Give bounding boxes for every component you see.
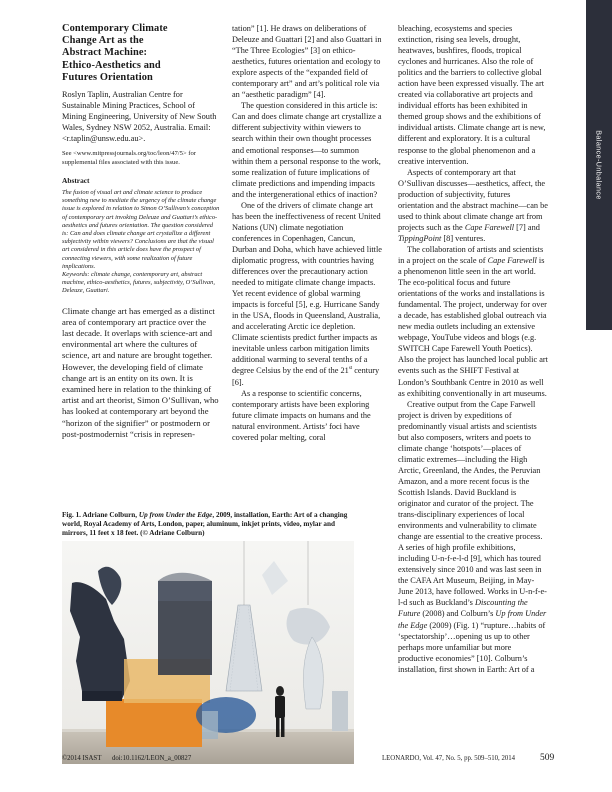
page-number: 509 [540, 753, 555, 763]
visitor-figure [276, 686, 284, 696]
footer-journal: LEONARDO, Vol. 47, No. 5, pp. 509–510, 2014 [382, 755, 516, 762]
column-1 [62, 23, 220, 440]
title-line: Futures Orientation [62, 71, 153, 83]
title-line: Change Art as the [62, 35, 144, 47]
installation-illustration [62, 541, 354, 764]
orange-panel [106, 699, 202, 747]
body-paragraph: As a response to scientific concerns, contemporary artists have been exploring future climate impacts on humans and the natural environment. Artists’ foci have covered polar melting, coral [232, 388, 371, 442]
footer-copyright: ©2014 ISAST [62, 755, 102, 762]
body-paragraph: One of the drivers of climate change art has been the ineffectiveness of recent United Nations (UN) climate negotiation conferences in Copenhagen, Cancun, Durban and Doha, which have achieved little diplomatic progress, with countries having differences over the precautionary action needed to mitigate climate change impacts. Yet recent evidence of global warming impacts is forceful [5], e.g. Hurricane Sandy in the USA, floods in Queensland, Australia, and accelerating Arctic ice depletion. Climate scientists predict further impacts as inevitable unless carbon mitigation limits additional warming to several tenths of a degree Celsius by the end of the 21st century [6]. [232, 200, 382, 387]
column-3 [398, 23, 548, 675]
body-paragraph: Climate change art has emerged as a distinct area of contemporary art practice over the last decade. It overlaps with science-art and environmental art where the cultures of science, art and nature are brought together. However, the developing field of climate change art is an entity on its own. It is examined here in relation to the thinking of artist and art theorist, Simon O’Sullivan, who has looked at contemporary art beyond the “horizon of the signifier” or postmodern or post-postmodernist “crisis in represen- [62, 305, 219, 439]
article-title [62, 23, 220, 84]
body-paragraph: The collaboration of artists and scientists in a project on the scale of Cape Farewell is a phenomenon little seen in the art world. The eco-political focus and future orientations of the works and installations is fundamental. The project, underway for over a decade, has established global outreach via new media outlets including an extensive webpage, YouTube videos and blogs (e.g. SWITCH Cape Farewell Youth Poetics). Also the project has launched local public art events such as the SHIFT Festival at London’s Southbank Centre in 2010 as well as exhibiting conventionally in art museums. [398, 244, 548, 398]
figure-caption: Fig. 1. Adriane Colburn, Up from Under the Edge, 2009, installation, Earth: Art of a changing world, Royal Academy of Arts, London, paper, aluminum, inkjet prints, video, mylar and mirrors, 11 feet x 18 feet. (© Adriane Colburn) [62, 511, 348, 537]
side-tab-label: Balance-Unbalance [594, 130, 604, 200]
body-paragraph: Creative output from the Cape Farwell project is driven by expeditions of predominantly visual artists and scientists but also composers, writers and poets to climate change ‘hotspots’—places of climatic extremes—including the High Arctic, Greenland, the Andes, the Peruvian Amazon, and a more recent focus is the Scottish Islands. David Buckland is originator and curator of the project. The trans-disciplinary experiences of local environments and vulnerability to climate change are essential to the creative process. A series of high profile exhibitions, including U-n-f-e-l-d [9], which has toured extensively since 2010 and was last seen in the CAFA Art Museum, Beijing, in May-June 2013, have followed. Works in U-n-f-e-l-d such as Buckland’s Discounting the Future (2008) and Colburn’s Up from Under the Edge (2009) (Fig. 1) “rupture…habits of ‘spectatorship’…opening us up to other perhaps more unfamiliar but more productive economies” [10]. Colburn’s installation, first shown in Earth: Art of a [398, 399, 547, 674]
supplemental-note: See <www.mitpressjournals.org/toc/leon/47/5> for supplemental files associated with this issue. [62, 150, 196, 166]
abstract-text: The fusion of visual art and climate science to produce something new to mediate the urgency of the climate change issue is explored in relation to Simon O’Sullivan’s conception of contemporary art invoking Deleuze and Guattari’s ethico-aesthetics and futures orientation. The question considered is: Can and does climate change art crystallize a different subjectivity within viewers? Conclusions are that the visual art considered in this article does have the prospect of connecting viewers, with some realization of future implications. [62, 188, 220, 270]
title-line: Contemporary Climate [62, 23, 168, 34]
footer-doi: doi:10.1162/LEON_a_00827 [112, 755, 192, 762]
keywords: Keywords: climate change, contemporary art, abstract machine, ethico-aesthetics, futures, subjectivity, O’Sullivan, Deleuze, Guattari. [62, 270, 215, 295]
body-paragraph: bleaching, ecosystems and species extinction, rising sea levels, drought, heatwaves, bushfires, floods, tropical cyclones and hurricanes. Also the role of politics and the barriers to collective global action have been expressed visually. The art created via collaborative art projects and individual efforts has been exhibited in themed group shows and the exhibitions of individual artists. Climate change art is new, different and exploratory. It is a cultural response to the global phenomenon and a creative intervention. [398, 24, 546, 166]
figure-installation-photo [62, 541, 354, 764]
body-paragraph: tation” [1]. He draws on deliberations of Deleuze and Guattari [2] and also Guattari in “The Three Ecologies” [3] on ethico-aesthetics, futures orientation and ecology to explore aspects of the “expanded field of contemporary art” and art’s political role via an “aesthetic paradigm” [4]. [232, 24, 382, 100]
author-affiliation: Roslyn Taplin, Australian Centre for Sustainable Mining Practices, School of Mining Engineering, University of New South Wales, Sydney NSW 2052, Australia. Email: <r.taplin@unsw.edu.au>. [62, 90, 217, 144]
body-paragraph: Aspects of contemporary art that O’Sullivan discusses—aesthetics, affect, the production of subjectivity, futures orientation and the abstract machine—can be used to think about climate change art from projects such as the Cape Farewell [7] and TippingPoint [8] ventures. [398, 167, 548, 243]
abstract-heading: Abstract [62, 175, 90, 185]
body-paragraph: The question considered in this article is: Can and does climate change art crystallize a different subjectivity within viewers to search within their own thought processes and emotional responses—to summon within them a personal response to the work, some realization of future implications of climate predictions and impending impacts and the intergenerational ethics of inaction? [232, 101, 382, 199]
column-2 [232, 23, 382, 443]
section-side-tab [586, 0, 612, 330]
title-line: Abstract Machine: [62, 47, 148, 59]
title-line: Ethico-Aesthetics and [62, 59, 161, 71]
